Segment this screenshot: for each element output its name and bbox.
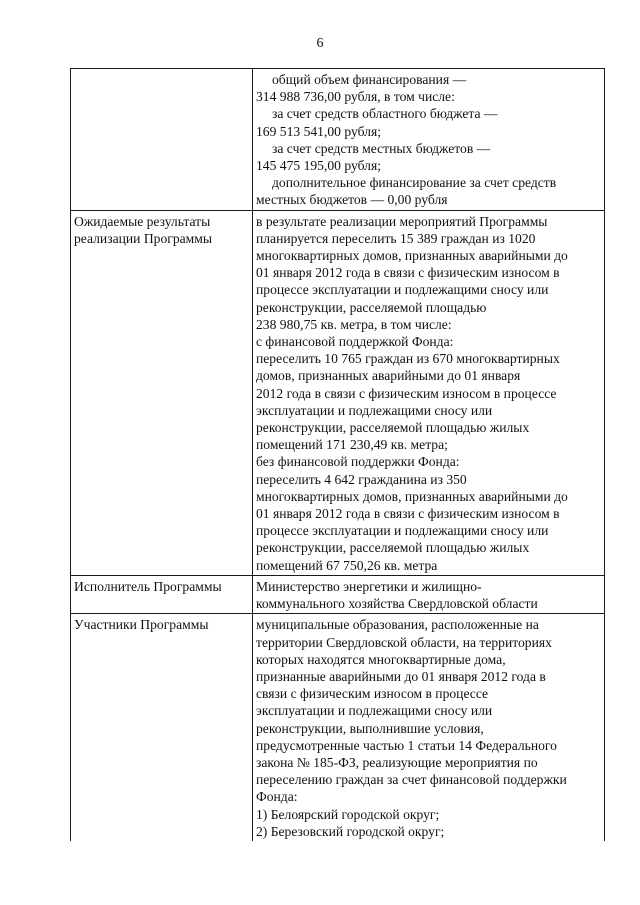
row-content-line: коммунального хозяйства Свердловской области bbox=[256, 596, 538, 612]
row-content-line: многоквартирных домов, признанных аварийными до bbox=[256, 248, 568, 264]
table-row bbox=[71, 614, 605, 841]
table-body bbox=[71, 69, 605, 841]
row-content-line: Министерство энергетики и жилищно- bbox=[256, 578, 482, 594]
row-content-line: которых находятся многоквартирные дома, bbox=[256, 651, 506, 667]
row-label-cell bbox=[71, 69, 253, 211]
row-content-cell bbox=[253, 575, 605, 613]
row-label-cell bbox=[71, 210, 253, 575]
table-row bbox=[71, 575, 605, 613]
row-content-line: территории Свердловской области, на территориях bbox=[256, 634, 552, 650]
row-content-line: 238 980,75 кв. метра, в том числе: bbox=[256, 316, 452, 332]
row-label-line: реализации Программы bbox=[74, 230, 212, 246]
row-content-cell bbox=[253, 614, 605, 841]
row-content-line: многоквартирных домов, признанных аварийными до bbox=[256, 488, 568, 504]
row-content-line: без финансовой поддержки Фонда: bbox=[256, 454, 460, 470]
row-content-line: Фонда: bbox=[256, 789, 298, 805]
row-content-line: муниципальные образования, расположенные на bbox=[256, 617, 539, 633]
row-content-line: 145 475 195,00 рубля; bbox=[256, 158, 381, 174]
row-content-line: общий объем финансирования — bbox=[272, 72, 467, 87]
row-content-line: планируется переселить 15 389 граждан из 1020 bbox=[256, 230, 536, 246]
row-content-line: домов, признанных аварийными до 01 января bbox=[256, 368, 521, 384]
row-content-line: в результате реализации мероприятий Программы bbox=[256, 213, 548, 229]
table-row bbox=[71, 210, 605, 575]
row-content-line: за счет средств областного бюджета — bbox=[272, 106, 498, 122]
row-content-line: закона № 185-ФЗ, реализующие мероприятия по bbox=[256, 754, 538, 770]
row-content-line: 01 января 2012 года в связи с физическим износом в bbox=[256, 506, 560, 522]
row-content-line: 2) Березовский городской округ; bbox=[256, 823, 445, 839]
row-content-line: признанные аварийными до 01 января 2012 года в bbox=[256, 668, 546, 684]
row-label-line: Ожидаемые результаты bbox=[74, 213, 211, 229]
row-content-line: 2012 года в связи с физическим износом в процессе bbox=[256, 385, 557, 401]
row-content-line: 169 513 541,00 рубля; bbox=[256, 123, 381, 139]
row-content-line: с финансовой поддержкой Фонда: bbox=[256, 334, 454, 350]
row-content-line: связи с физическим износом в процессе bbox=[256, 686, 489, 702]
row-content-line: реконструкции, расселяемой площадью жилых bbox=[256, 540, 530, 556]
row-content-line: эксплуатации и подлежащими сносу или bbox=[256, 703, 493, 719]
row-content-line: переселить 10 765 граждан из 670 многоквартирных bbox=[256, 351, 560, 367]
row-content-line: процессе эксплуатации и подлежащими сносу или bbox=[256, 282, 549, 298]
row-content-line: помещений 171 230,49 кв. метра; bbox=[256, 437, 448, 453]
row-content-line: процессе эксплуатации и подлежащими сносу или bbox=[256, 523, 549, 539]
row-label-line: Исполнитель Программы bbox=[74, 578, 222, 594]
row-content-cell bbox=[253, 69, 605, 211]
row-content-line: помещений 67 750,26 кв. метра bbox=[256, 557, 438, 573]
row-content-line: 1) Белоярский городской округ; bbox=[256, 806, 440, 822]
row-content-line: эксплуатации и подлежащими сносу или bbox=[256, 402, 493, 418]
row-content-cell bbox=[253, 210, 605, 575]
table-row bbox=[71, 69, 605, 211]
row-content-line: местных бюджетов — 0,00 рубля bbox=[256, 192, 448, 208]
row-content-line: 314 988 736,00 рубля, в том числе: bbox=[256, 89, 455, 105]
row-content-line: реконструкции, выполнившие условия, bbox=[256, 720, 484, 736]
page-number: 6 bbox=[316, 36, 324, 51]
row-content-line: предусмотренные частью 1 статьи 14 Федерального bbox=[256, 737, 557, 753]
row-label-line: Участники Программы bbox=[74, 617, 209, 633]
row-content-line: реконструкции, расселяемой площадью жилых bbox=[256, 420, 530, 436]
row-content-line: за счет средств местных бюджетов — bbox=[272, 140, 491, 156]
row-content-line: переселить 4 642 гражданина из 350 bbox=[256, 471, 467, 487]
program-passport-table bbox=[70, 68, 605, 841]
row-content-line: переселению граждан за счет финансовой поддержки bbox=[256, 772, 567, 788]
row-label-cell bbox=[71, 614, 253, 841]
row-content-line: 01 января 2012 года в связи с физическим износом в bbox=[256, 265, 560, 281]
row-content-line: дополнительное финансирование за счет средств bbox=[272, 175, 557, 191]
row-content-line: реконструкции, расселяемой площадью bbox=[256, 299, 487, 315]
row-label-cell bbox=[71, 575, 253, 613]
